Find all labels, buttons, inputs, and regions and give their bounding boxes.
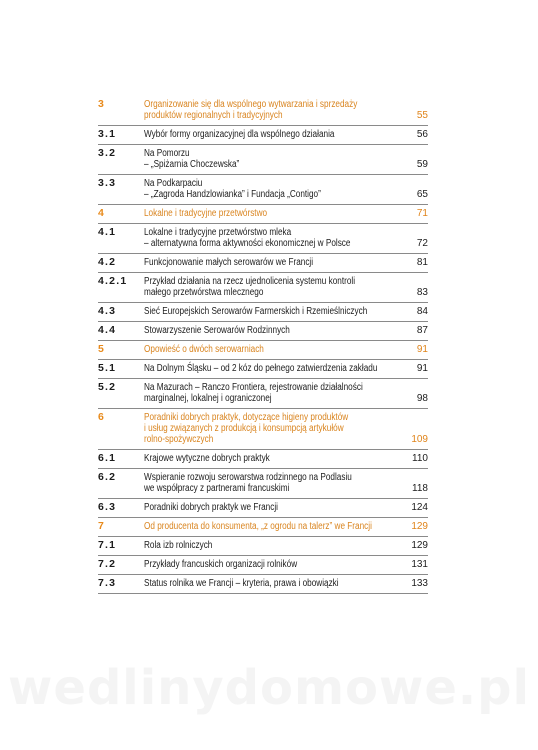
- toc-page-number: 91: [416, 344, 428, 355]
- toc-section-row: [98, 360, 428, 379]
- toc-page-number: 83: [416, 287, 428, 298]
- toc-section-row: [98, 273, 428, 303]
- toc-section-row: [98, 379, 428, 409]
- toc-section-row: [98, 254, 428, 273]
- toc-title: Stowarzyszenie Serowarów Rodzinnych: [144, 325, 290, 336]
- toc-title: Funkcjonowanie małych serowarów we Francji: [144, 257, 314, 268]
- toc-title: Lokalne i tradycyjne przetwórstwo: [144, 208, 268, 219]
- toc-number: 6: [98, 411, 106, 423]
- toc-title: Wspieranie rozwoju serowarstwa rodzinnego na Podlasiu we współpracy z partnerami francuskimi: [144, 472, 352, 494]
- toc-number: 7.3: [98, 577, 117, 589]
- toc-title: Wybór formy organizacyjnej dla wspólnego działania: [144, 129, 335, 140]
- toc-chapter-row: [98, 341, 428, 360]
- toc-section-row: [98, 556, 428, 575]
- toc-number: 4.3: [98, 305, 117, 317]
- toc-page-number: 72: [416, 238, 428, 249]
- toc-number: 7.1: [98, 539, 117, 551]
- toc-page-number: 131: [411, 559, 428, 570]
- toc-page-number: 109: [411, 434, 428, 445]
- toc-section-row: [98, 469, 428, 499]
- toc-number: 4.1: [98, 226, 117, 238]
- toc-title: Opowieść o dwóch serowarniach: [144, 344, 264, 355]
- toc-section-row: [98, 175, 428, 205]
- toc-title: Poradniki dobrych praktyk we Francji: [144, 502, 278, 513]
- toc-page-number: 129: [411, 540, 428, 551]
- toc-number: 4.4: [98, 324, 117, 336]
- toc-number: 7: [98, 520, 106, 532]
- toc-number: 3.2: [98, 147, 117, 159]
- toc-page-number: 133: [411, 578, 428, 589]
- toc-title: Na Podkarpaciu – „Zagroda Handzlowianka” i Fundacja „Contigo”: [144, 178, 321, 200]
- toc-title: Na Dolnym Śląsku – od 2 kóz do pełnego zatwierdzenia zakładu: [144, 363, 378, 374]
- toc-number: 6.1: [98, 452, 117, 464]
- toc-number: 3: [98, 98, 106, 110]
- toc-title: Przykłady francuskich organizacji rolników: [144, 559, 298, 570]
- toc-section-row: [98, 450, 428, 469]
- toc-number: 3.1: [98, 128, 117, 140]
- toc-number: 3.3: [98, 177, 117, 189]
- toc-section-row: [98, 145, 428, 175]
- toc-title: Lokalne i tradycyjne przetwórstwo mleka – alternatywna forma aktywności ekonomicznej w Polsce: [144, 227, 351, 249]
- toc-section-row: [98, 499, 428, 518]
- toc-number: 5.1: [98, 362, 117, 374]
- toc-page-number: 71: [416, 208, 428, 219]
- toc-section-row: [98, 126, 428, 145]
- toc-page-number: 56: [416, 129, 428, 140]
- toc-page-number: 118: [412, 483, 428, 494]
- toc-page-number: 129: [411, 521, 428, 532]
- toc-page-number: 87: [416, 325, 428, 336]
- toc-title: Od producenta do konsumenta, „z ogrodu na talerz” we Francji: [144, 521, 372, 532]
- toc-section-row: [98, 575, 428, 594]
- toc-page-number: 110: [412, 453, 428, 464]
- table-of-contents: [98, 96, 428, 594]
- toc-title: Organizowanie się dla wspólnego wytwarzania i sprzedaży produktów regionalnych i tradycyjnych: [144, 99, 358, 121]
- toc-number: 4.2: [98, 256, 117, 268]
- toc-number: 4: [98, 207, 106, 219]
- toc-section-row: [98, 537, 428, 556]
- toc-title: Status rolnika we Francji – kryteria, prawa i obowiązki: [144, 578, 339, 589]
- toc-page-number: 55: [416, 110, 428, 121]
- toc-chapter-row: [98, 96, 428, 126]
- toc-page-number: 59: [416, 159, 428, 170]
- toc-number: 6.2: [98, 471, 117, 483]
- toc-page-number: 91: [416, 363, 428, 374]
- toc-page-number: 81: [416, 257, 428, 268]
- watermark: wedlinydomowe.pl: [8, 660, 530, 716]
- toc-page-number: 65: [416, 189, 428, 200]
- toc-title: Przykład działania na rzecz ujednolicenia systemu kontroli małego przetwórstwa mlecznego: [144, 276, 356, 298]
- toc-number: 4.2.1: [98, 275, 128, 287]
- toc-chapter-row: [98, 409, 428, 450]
- toc-title: Na Pomorzu – „Spiżarnia Choczewska”: [144, 148, 240, 170]
- toc-number: 5.2: [98, 381, 117, 393]
- toc-section-row: [98, 303, 428, 322]
- toc-chapter-row: [98, 518, 428, 537]
- toc-chapter-row: [98, 205, 428, 224]
- toc-page-number: 124: [411, 502, 428, 513]
- toc-title: Na Mazurach – Ranczo Frontiera, rejestrowanie działalności marginalnej, lokalnej i ograniczonej: [144, 382, 363, 404]
- toc-title: Rola izb rolniczych: [144, 540, 213, 551]
- toc-number: 6.3: [98, 501, 117, 513]
- toc-page-number: 98: [416, 393, 428, 404]
- toc-title: Krajowe wytyczne dobrych praktyk: [144, 453, 270, 464]
- toc-title: Sieć Europejskich Serowarów Farmerskich i Rzemieślniczych: [144, 306, 368, 317]
- toc-number: 5: [98, 343, 106, 355]
- toc-section-row: [98, 224, 428, 254]
- toc-number: 7.2: [98, 558, 117, 570]
- toc-section-row: [98, 322, 428, 341]
- toc-page-number: 84: [416, 306, 428, 317]
- toc-title: Poradniki dobrych praktyk, dotyczące higieny produktów i usług związanych z produkcją i konsumpcją artykułów rolno-spożywczych: [144, 412, 349, 445]
